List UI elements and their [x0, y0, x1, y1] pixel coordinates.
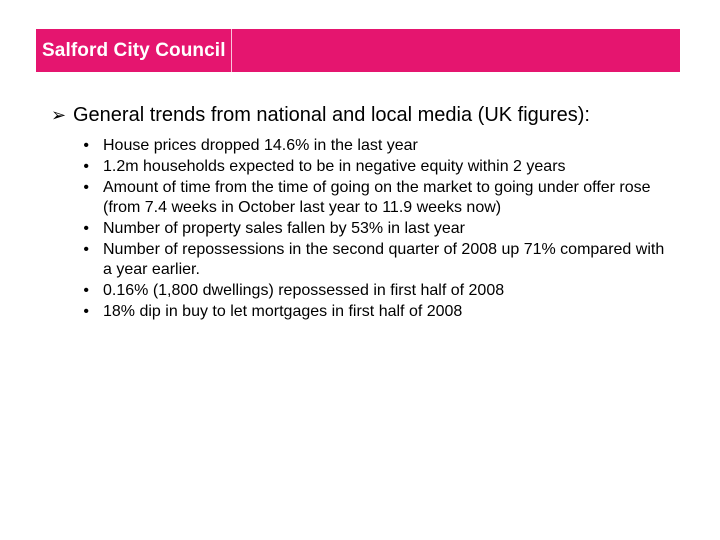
dot-bullet-icon: •	[83, 179, 89, 196]
dot-bullet-icon: •	[83, 137, 89, 154]
list-item-text: 18% dip in buy to let mortgages in first half of 2008	[103, 303, 463, 320]
dot-bullet-icon: •	[83, 282, 89, 299]
dot-bullet-icon: •	[83, 303, 89, 320]
list-item	[51, 219, 671, 239]
dot-bullet-icon: •	[83, 220, 89, 237]
list-item	[51, 240, 671, 280]
slide-content	[51, 103, 671, 323]
header-banner	[36, 29, 680, 72]
dot-bullet-icon: •	[83, 241, 89, 258]
list-item-text: Number of repossessions in the second quarter of 2008 up 71% compared with a year earlier.	[103, 241, 665, 278]
list-item-text: House prices dropped 14.6% in the last year	[103, 137, 418, 154]
banner-fill	[232, 29, 680, 72]
list-item-text: 0.16% (1,800 dwellings) repossessed in first half of 2008	[103, 282, 505, 299]
list-item	[51, 178, 671, 218]
list-item-text: Amount of time from the time of going on the market to going under offer rose (from 7.4 weeks in October last year to 11.9 weeks now)	[103, 179, 651, 216]
list-item	[51, 281, 671, 301]
sub-bullet-list	[51, 136, 671, 322]
list-item	[51, 302, 671, 322]
org-name: Salford City Council	[42, 39, 226, 61]
list-item	[51, 157, 671, 177]
list-item	[51, 136, 671, 156]
council-logo	[36, 29, 232, 72]
main-heading: General trends from national and local media (UK figures):	[73, 104, 590, 126]
main-bullet	[51, 103, 671, 127]
dot-bullet-icon: •	[83, 158, 89, 175]
list-item-text: 1.2m households expected to be in negative equity within 2 years	[103, 158, 566, 175]
list-item-text: Number of property sales fallen by 53% in last year	[103, 220, 465, 237]
arrow-bullet-icon: ➢	[51, 105, 67, 125]
